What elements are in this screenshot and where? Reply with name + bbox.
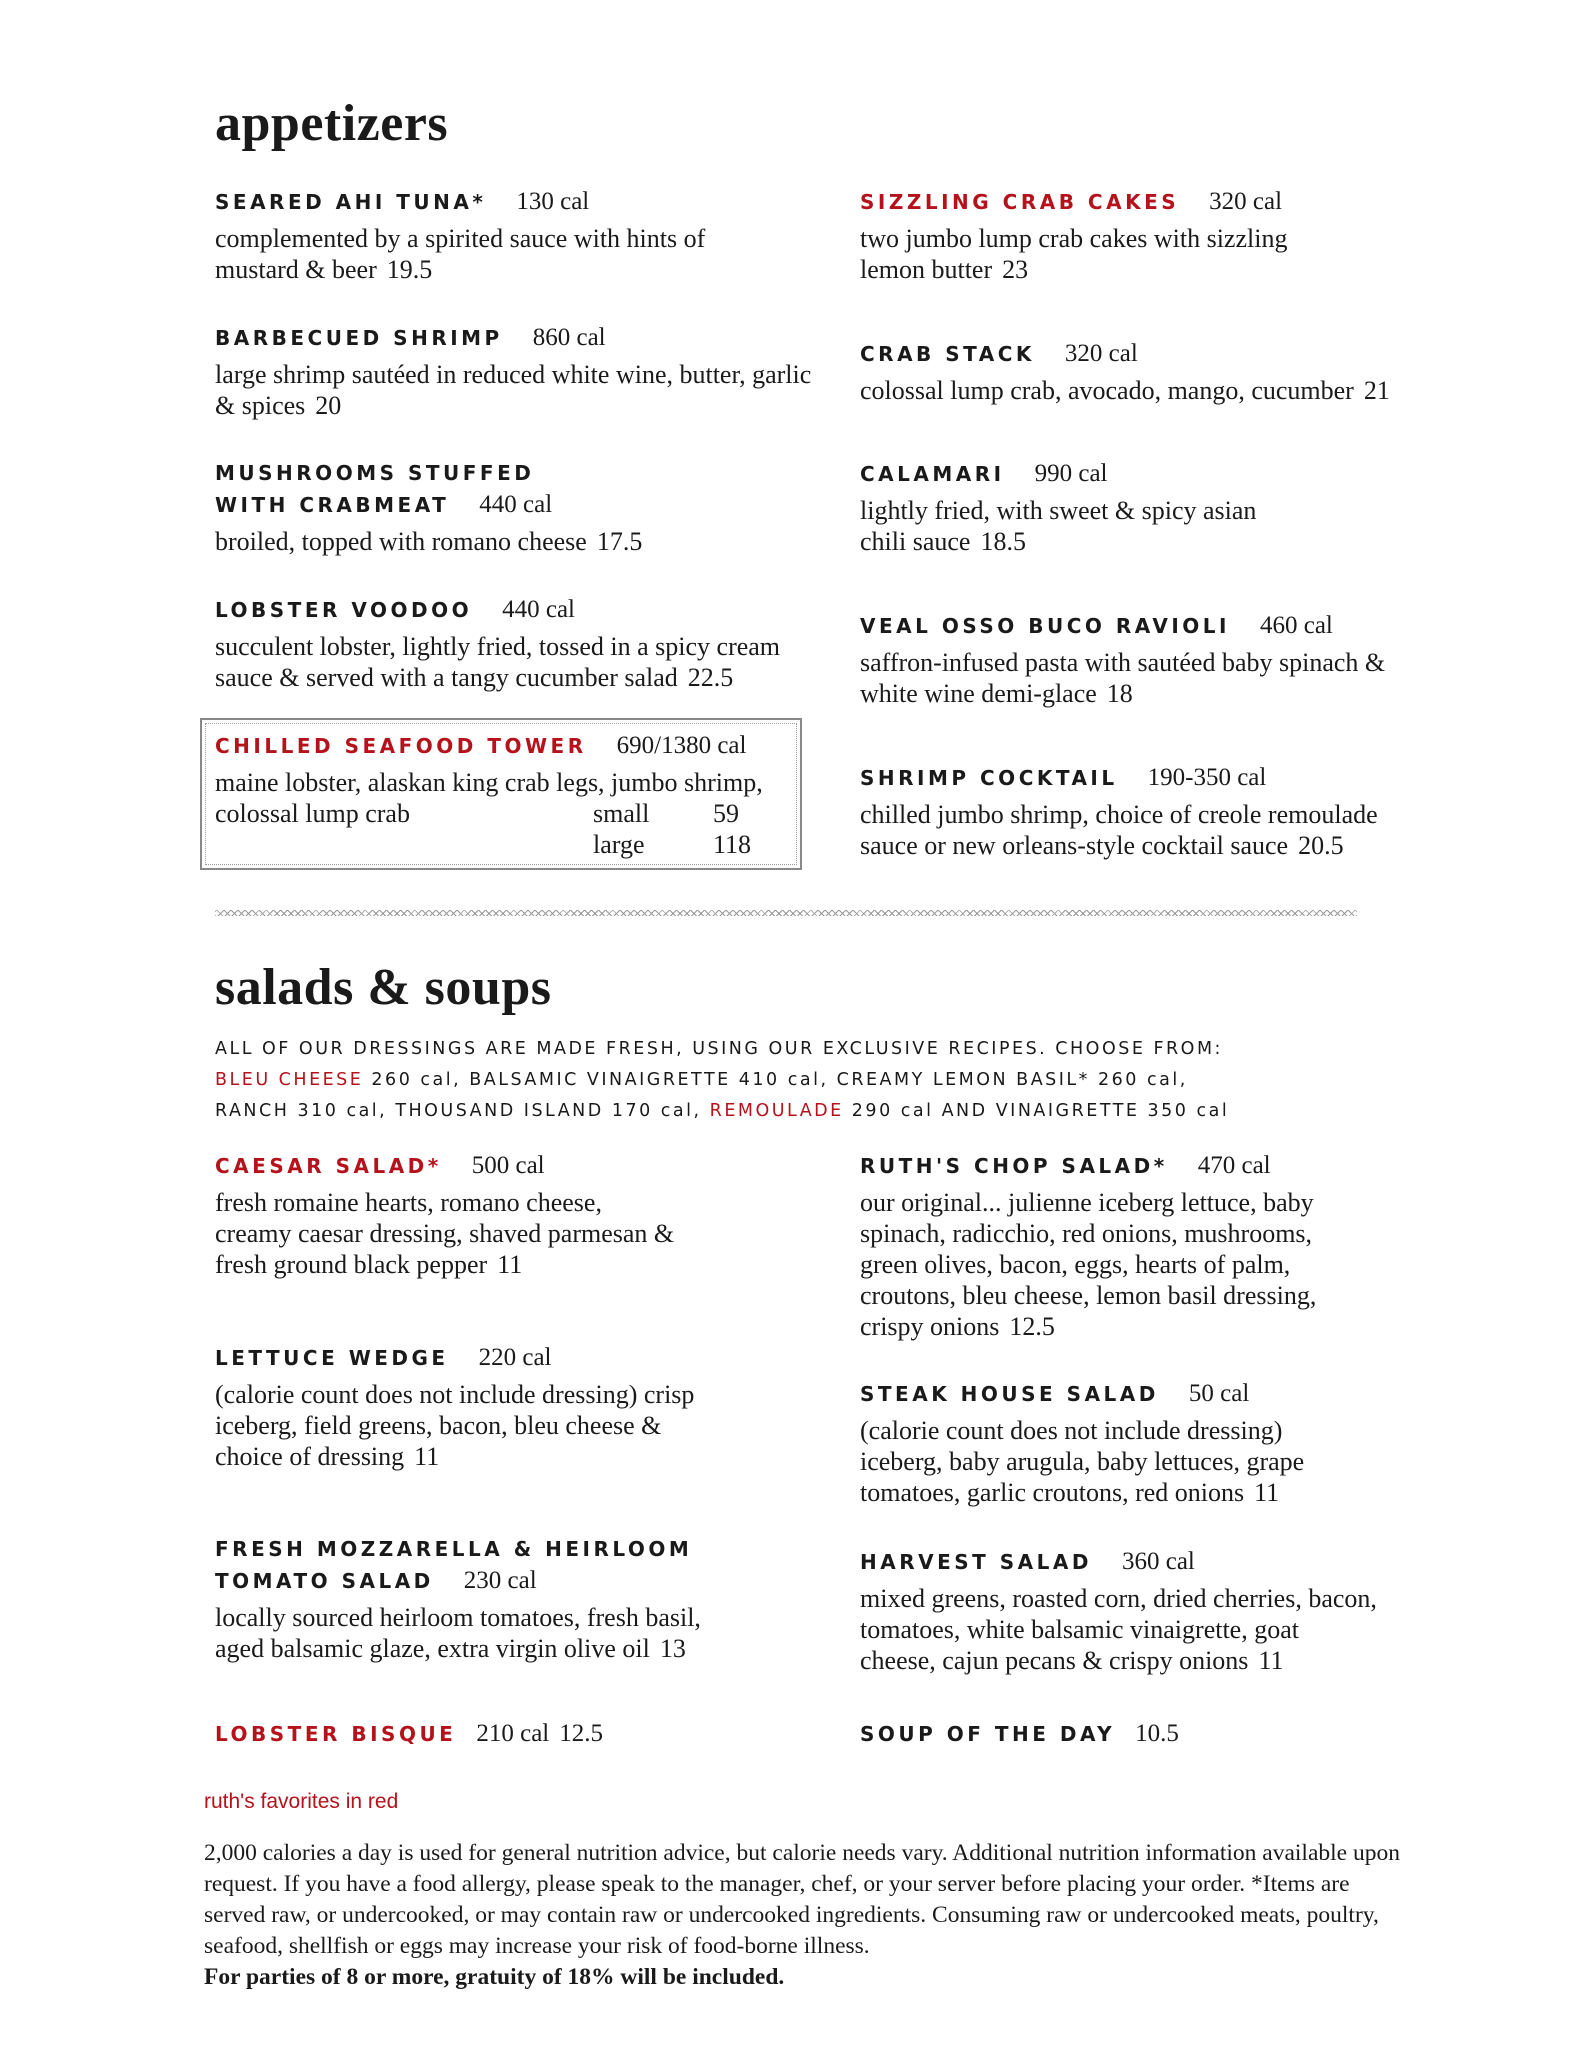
section-divider [215, 910, 1357, 916]
item-name: LOBSTER VOODOO [215, 598, 473, 622]
item-name-line1: MUSHROOMS STUFFED [215, 461, 535, 485]
item-price: 12.5 [559, 1720, 603, 1747]
item-price: 12.5 [1009, 1312, 1055, 1341]
item-calories: 320 cal [1064, 340, 1138, 367]
item-name: STEAK HOUSE SALAD [860, 1382, 1159, 1406]
menu-item-chilled-seafood-tower [215, 730, 815, 860]
item-name: CRAB STACK [860, 342, 1035, 366]
item-price: 19.5 [386, 255, 433, 284]
menu-item-barbecued-shrimp [215, 322, 815, 421]
item-name-line2: TOMATO SALAD [215, 1569, 434, 1593]
item-price: 11 [497, 1250, 523, 1279]
item-calories: 210 cal [476, 1720, 550, 1747]
item-price: 11 [414, 1442, 440, 1471]
item-calories: 360 cal [1121, 1548, 1195, 1575]
item-name: SOUP OF THE DAY [860, 1722, 1116, 1746]
item-description: lightly fried, with sweet & spicy asian chili sauce [860, 496, 1257, 556]
appetizers-title: appetizers [215, 95, 449, 152]
item-calories: 320 cal [1209, 188, 1283, 215]
item-description-line1: maine lobster, alaskan king crab legs, jumbo shrimp, [215, 768, 763, 797]
item-calories: 130 cal [516, 188, 590, 215]
item-price: 21 [1363, 376, 1390, 405]
item-calories: 190-350 cal [1147, 764, 1267, 791]
menu-item-lettuce-wedge [215, 1342, 815, 1472]
dressing-remoulade: REMOULADE [709, 1101, 844, 1121]
item-price: 20.5 [1298, 831, 1344, 860]
menu-item-steak-house-salad [860, 1378, 1420, 1508]
menu-item-seared-ahi-tuna [215, 186, 815, 285]
item-calories: 860 cal [532, 324, 606, 351]
menu-item-calamari [860, 458, 1420, 557]
dressing-bleu-cheese: BLEU CHEESE [215, 1070, 364, 1090]
salads-soups-title: salads & soups [215, 959, 552, 1016]
menu-item-ruths-chop-salad [860, 1150, 1420, 1342]
menu-item-sizzling-crab-cakes [860, 186, 1420, 285]
item-calories: 440 cal [502, 596, 575, 623]
item-price: 11 [1258, 1646, 1284, 1675]
item-description: our original... julienne iceberg lettuce, baby spinach, radicchio, red onions, mushrooms, green olives, bacon, eggs, hearts of palm, croutons, bleu cheese, lemon basil dressing, crispy onions [860, 1188, 1317, 1341]
menu-item-harvest-salad [860, 1546, 1420, 1676]
item-description: mixed greens, roasted corn, dried cherries, bacon, tomatoes, white balsamic vinaigrette, goat cheese, cajun pecans & crispy onions [860, 1584, 1377, 1675]
nutrition-text: 2,000 calories a day is used for general nutrition advice, but calorie needs vary. Additional nutrition information available upon request. If you have a food allergy, please speak to the manager, chef, or your server before placing your order. *Items are served raw, or undercooked, or may contain raw or undercooked ingredients. Consuming raw or undercooked meats, poultry, seafood, shellfish or eggs may increase your risk of food-borne illness. [204, 1840, 1400, 1959]
item-name: VEAL OSSO BUCO RAVIOLI [860, 614, 1230, 638]
item-calories: 500 cal [471, 1152, 545, 1179]
item-calories: 230 cal [463, 1567, 537, 1594]
item-name: SEARED AHI TUNA* [215, 190, 487, 214]
item-description: chilled jumbo shrimp, choice of creole remoulade sauce or new orleans-style cocktail sauce [860, 800, 1378, 860]
item-name: SIZZLING CRAB CAKES [860, 190, 1180, 214]
item-price: 11 [1254, 1478, 1280, 1507]
item-name-line1: FRESH MOZZARELLA & HEIRLOOM [215, 1537, 693, 1561]
item-description: saffron-infused pasta with sautéed baby spinach & white wine demi-glace [860, 648, 1386, 708]
item-description: locally sourced heirloom tomatoes, fresh basil, aged balsamic glaze, extra virgin olive oil [215, 1603, 701, 1663]
item-description: succulent lobster, lightly fried, tossed in a spicy cream sauce & served with a tangy cucumber salad [215, 632, 781, 692]
menu-item-lobster-voodoo [215, 594, 815, 693]
item-calories: 460 cal [1259, 612, 1333, 639]
item-price: 10.5 [1135, 1720, 1179, 1747]
item-name: LETTUCE WEDGE [215, 1346, 449, 1370]
item-description: fresh romaine hearts, romano cheese, creamy caesar dressing, shaved parmesan & fresh ground black pepper [215, 1188, 675, 1279]
item-description: (calorie count does not include dressing) iceberg, baby arugula, baby lettuces, grape tomatoes, garlic croutons, red onions [860, 1416, 1305, 1507]
item-price: 23 [1002, 255, 1029, 284]
item-name: CAESAR SALAD* [215, 1154, 442, 1178]
item-name: LOBSTER BISQUE [215, 1722, 457, 1746]
item-price: 22.5 [687, 663, 734, 692]
item-description: large shrimp sautéed in reduced white wine, butter, garlic & spices [215, 360, 812, 420]
item-name: SHRIMP COCKTAIL [860, 766, 1118, 790]
item-description-line2: colossal lump crab [215, 799, 410, 828]
menu-item-mushrooms-stuffed [215, 458, 815, 557]
favorites-note: ruth's favorites in red [204, 1790, 399, 1813]
item-calories: 50 cal [1188, 1380, 1250, 1407]
nutrition-disclaimer [204, 1838, 1404, 1993]
size-large-label: large [593, 830, 645, 859]
size-large-price: 118 [713, 830, 752, 859]
item-name: RUTH'S CHOP SALAD* [860, 1154, 1168, 1178]
dressing-info: ALL OF OUR DRESSINGS ARE MADE FRESH, USING OUR EXCLUSIVE RECIPES. CHOOSE FROM: BLEU CHEESE 260 cal, BALSAMIC VINAIGRETTE 410 cal, CREAMY LEMON BASIL* 260 cal, RANCH 310 cal, THOUSAND ISLAND 170 cal, REMOULADE 290 cal AND VINAIGRETTE 350 cal [215, 1034, 1415, 1127]
item-description: broiled, topped with romano cheese [215, 527, 587, 556]
item-name-line2: WITH CRABMEAT [215, 493, 450, 517]
menu-item-lobster-bisque [215, 1718, 815, 1750]
item-calories: 690/1380 cal [616, 732, 747, 759]
item-calories: 470 cal [1197, 1152, 1271, 1179]
menu-item-soup-of-the-day [860, 1718, 1420, 1750]
item-name: BARBECUED SHRIMP [215, 326, 503, 350]
item-description: colossal lump crab, avocado, mango, cucumber [860, 376, 1354, 405]
item-description: two jumbo lump crab cakes with sizzling lemon butter [860, 224, 1288, 284]
menu-item-shrimp-cocktail [860, 762, 1420, 861]
dressing-intro: ALL OF OUR DRESSINGS ARE MADE FRESH, USING OUR EXCLUSIVE RECIPES. CHOOSE FROM: [215, 1039, 1223, 1059]
item-calories: 440 cal [479, 491, 553, 518]
item-name: HARVEST SALAD [860, 1550, 1092, 1574]
menu-item-mozzarella-heirloom [215, 1534, 815, 1664]
size-small-price: 59 [713, 799, 739, 828]
item-price: 13 [659, 1634, 686, 1663]
item-calories: 220 cal [478, 1344, 552, 1371]
menu-item-crab-stack [860, 338, 1420, 406]
menu-item-veal-osso-buco-ravioli [860, 610, 1420, 709]
menu-item-caesar-salad [215, 1150, 815, 1280]
item-price: 17.5 [596, 527, 643, 556]
item-name: CALAMARI [860, 462, 1005, 486]
item-name: CHILLED SEAFOOD TOWER [215, 734, 587, 758]
size-small-label: small [593, 799, 650, 828]
item-price: 20 [315, 391, 342, 420]
item-description: complemented by a spirited sauce with hints of mustard & beer [215, 224, 706, 284]
item-price: 18.5 [980, 527, 1026, 556]
item-description: (calorie count does not include dressing) crisp iceberg, field greens, bacon, bleu cheese & choice of dressing [215, 1380, 695, 1471]
item-price: 18 [1106, 679, 1133, 708]
item-calories: 990 cal [1034, 460, 1108, 487]
gratuity-note: For parties of 8 or more, gratuity of 18% will be included. [204, 1964, 785, 1990]
